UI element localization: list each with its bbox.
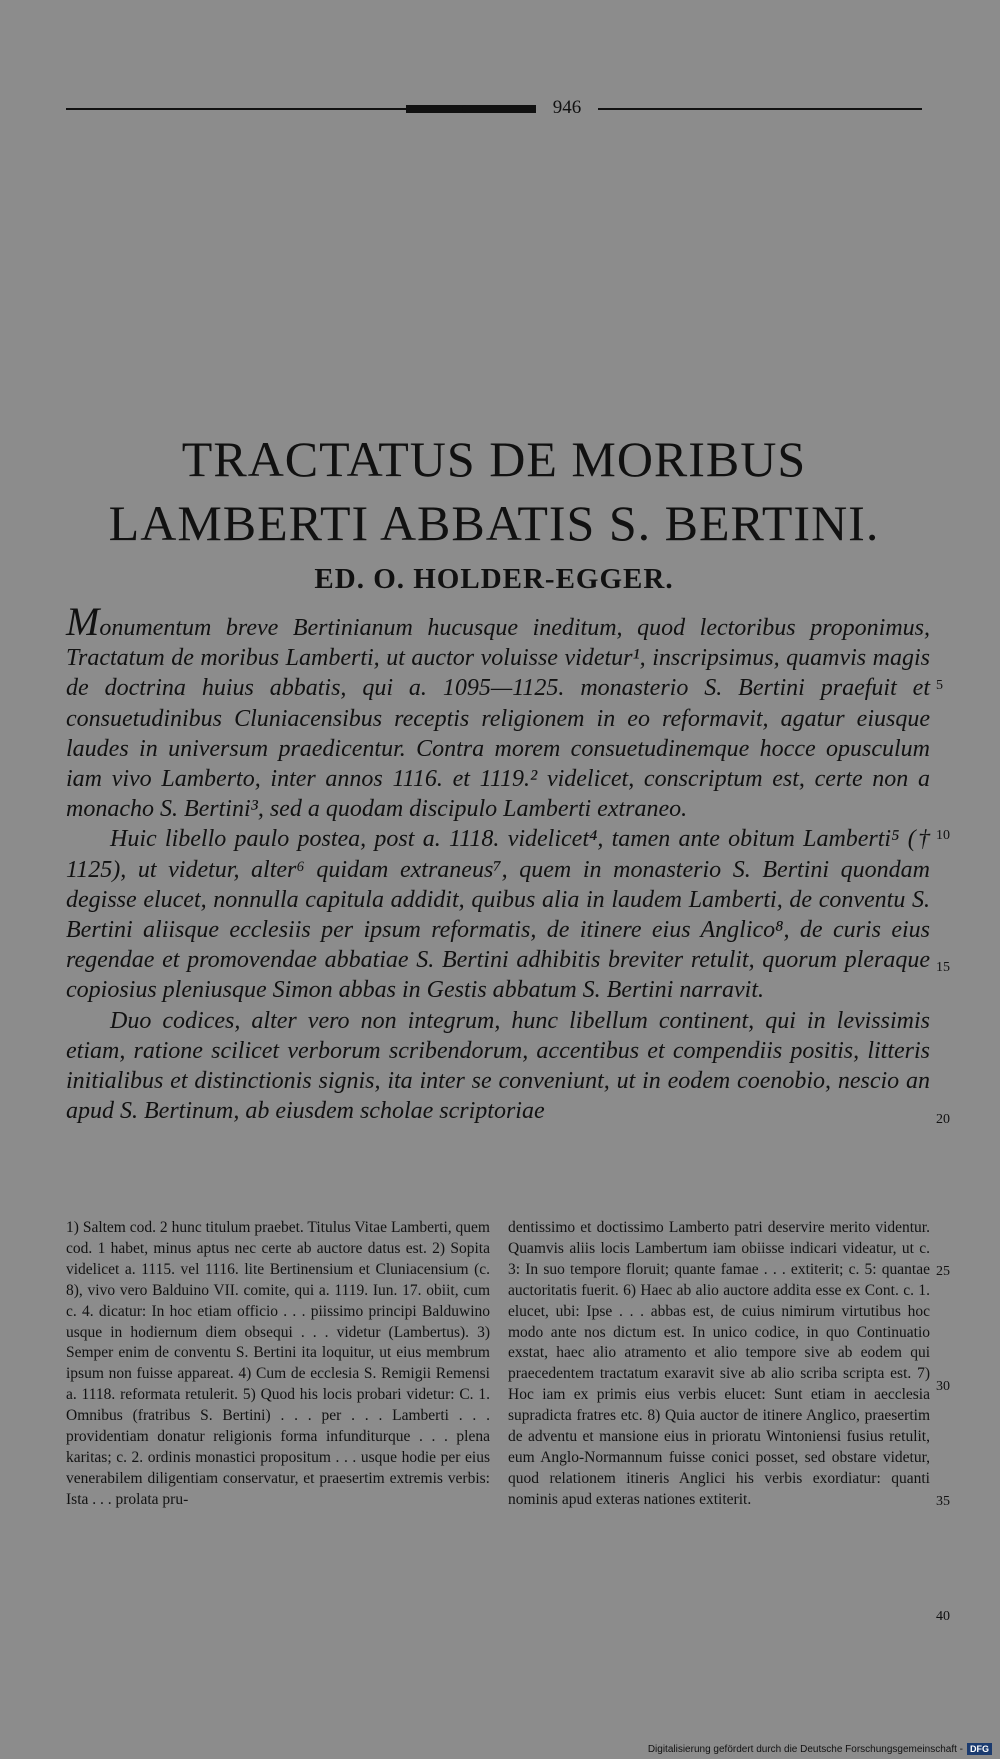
editor-line: ED. O. HOLDER-EGGER. — [314, 563, 674, 595]
line-number-10: 10 — [936, 828, 950, 843]
header-rule-left — [66, 108, 464, 110]
page-number: 946 — [536, 95, 598, 121]
line-number-15: 15 — [936, 960, 950, 975]
footnotes-left-column — [66, 1218, 490, 1511]
footnotes-right-text: dentissimo et doctissimo Lamberto patri deservire merito videntur. Quamvis aliis locis Lambertum iam obiisse indicari videatur, ut c. 3: In suo tempore floruit; quante famae . . . extiterit; c. 5: quantae auctoritatis fuerit. 6) Haec ab alio auctore addita esse ex Cont. c. 1. elucet, ubi: Ipse . . . abbas est, de cuius nimirum virtutibus hoc modo ante nos dictum est. In unico codice, in quo Continuatio exstat, haec alio atramento et alio tempore sive ab eodem qui praecedentem tractatum exaravit sive ab alio scriba scripta est. 7) Hoc iam ex primis eius verbis elucet: Sunt etiam in aecclesia supradicta fratres etc. 8) Quia auctor de itinere Anglico, praesertim de adventu et mansione eius in prioratu Wintoniensi fusius retulit, eum Anglo-Normannum fuisse conici posset, sed obstare videtur, quod relationem itineris Anglici his verbis exordiatur: quanti nominis apud exteras nationes extiterit. — [508, 1219, 930, 1508]
paragraph-1 — [66, 599, 930, 824]
line-number-5: 5 — [936, 678, 943, 693]
line-number-30: 30 — [936, 1379, 950, 1394]
paragraph-3: Duo codices, alter vero non integrum, hunc libellum continent, qui in levissimis etiam, ratione scilicet verborum scribendorum, accentibus et compendiis positis, litteris initialibus et distinctionis signis, ita inter se conveniunt, ut in eodem coenobio, nescio an apud S. Bertinum, ab eiusdem scholae scriptoriae — [66, 1007, 930, 1125]
page-header — [66, 95, 922, 125]
footer-text: Digitalisierung gefördert durch die Deutsche Forschungsgemeinschaft - — [647, 1743, 963, 1755]
drop-cap: M — [66, 599, 100, 644]
paragraph-2: Huic libello paulo postea, post a. 1118. videlicet⁴, tamen ante obitum Lamberti⁵ († 1125), ut videtur, alter⁶ quidam extraneus⁷, quem in monasterio S. Bertini quondam degisse elucet, nonnulla capitula addidit, quibus alia in laudem Lamberti, de conventu S. Bertini aliisque ecclesiis per ipsum reformatis, de itinere eius Anglico⁸, de curis eius regendae et promovendae abbatiae S. Bertini adhibitis breviter retulit, quorum pleraque copiosius pleniusque Simon abbas in Gestis abbatum S. Bertini narravit. — [66, 826, 930, 1004]
line-number-40: 40 — [936, 1609, 950, 1624]
paragraph-1-text: onumentum breve Bertinianum hucusque ineditum, quod lectoribus proponimus, Tractatum de moribus Lamberti, ut auctor voluisse videtur¹, inscripsimus, quamvis magis de doctrina huius abbatis, qui a. 1095—1125. monasterio S. Bertini praefuit et consuetudinibus Cluniacensibus receptis religionem in eo reformavit, agatur eiusque laudes in universum praedicentur. Contra morem consuetudinemque hocce opusculum iam vivo Lamberto, inter annos 1116. et 1119.² videlicet, conscriptum est, certe non a monacho S. Bertini³, sed a quodam discipulo Lamberti extraneo. — [66, 615, 930, 823]
dfg-logo: DFG — [967, 1743, 992, 1755]
title-line-2: LAMBERTI ABBATIS S. BERTINI. — [108, 495, 880, 551]
digitization-credit — [648, 1743, 992, 1755]
line-number-25: 25 — [936, 1264, 950, 1279]
footnotes-right-column — [508, 1218, 930, 1511]
main-text — [66, 599, 930, 1126]
footnotes-left-text: 1) Saltem cod. 2 hunc titulum praebet. Titulus Vitae Lamberti, quem cod. 1 habet, minus aptus nec certe ab auctore datus est. 2) Sopita videlicet a. 1115. vel 1116. lite Bertinensium et Cluniacensium (c. 8), vivo vero Balduino VII. comite, qui a. 1119. Iun. 17. obiit, cum c. 4. dicatur: In hoc etiam officio . . . piissimo principi Balduwino usque in hodiernum diem obsequi . . . videtur (Lambertus). 3) Semper enim de conventu S. Bertini ita loquitur, ut eius membrum ipsum non fuisse appareat. 4) Cum de ecclesia S. Remigii Remensi a. 1118. reformata retulerit. 5) Quod his locis probari videtur: C. 1. Omnibus (fratribus S. Bertini) . . . per . . . Lamberti . . . providentiam donatur religionis forma infunditurque . . . plena karitas; c. 2. ordinis monastici propositum . . . usque hodie per eius venerabilem diligentiam conservatur, et praesertim extremis verbis: Ista . . . prolata pru- — [66, 1219, 490, 1508]
title-line-1: TRACTATUS DE MORIBUS — [181, 431, 807, 487]
line-number-35: 35 — [936, 1494, 950, 1509]
line-number-20: 20 — [936, 1112, 950, 1127]
